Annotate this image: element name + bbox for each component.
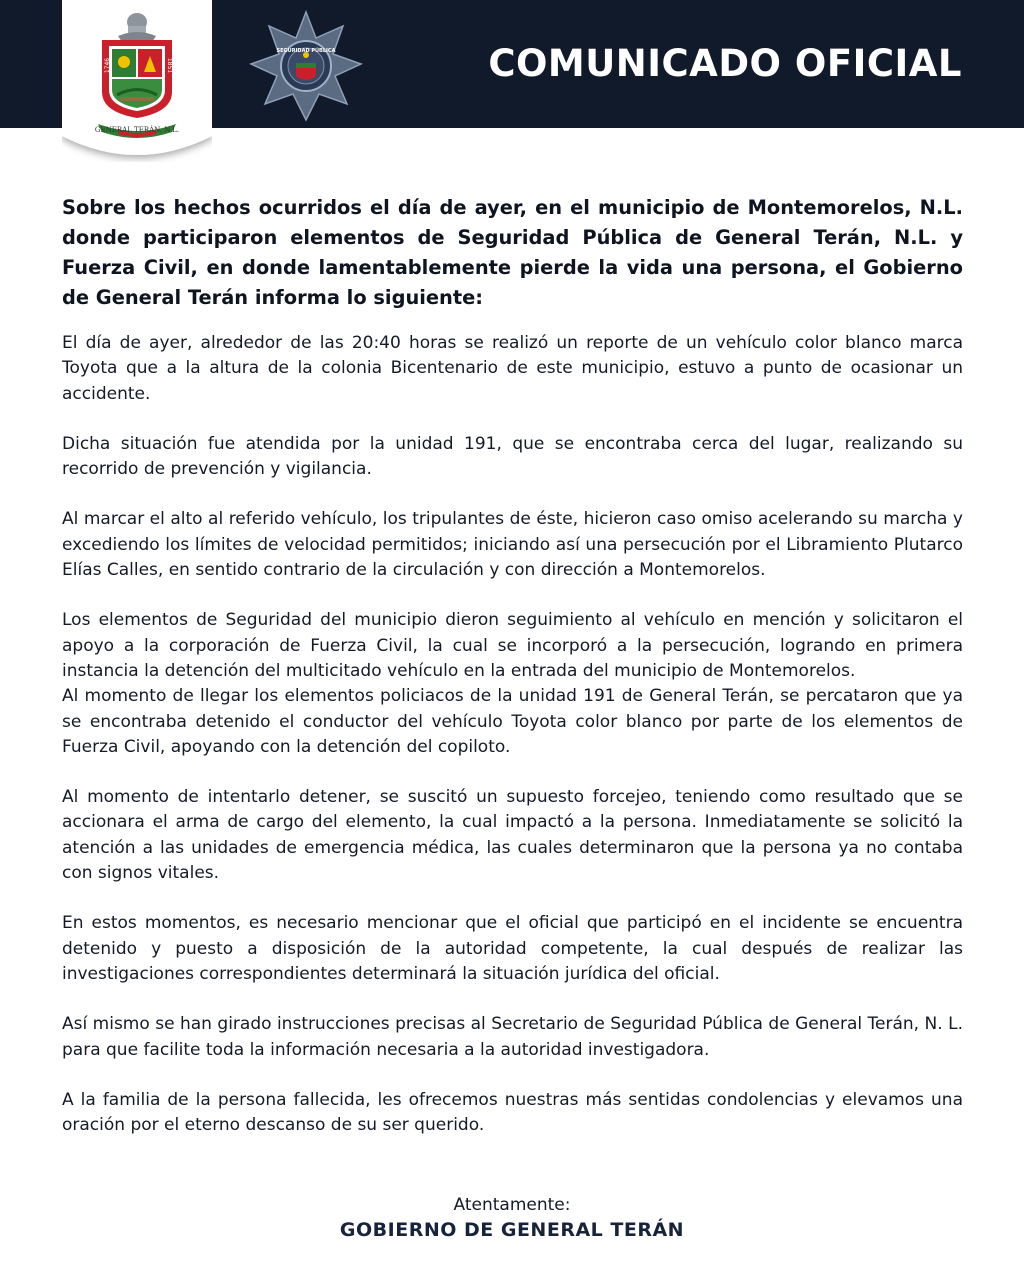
body-paragraph: Al momento de llegar los elementos policiacos de la unidad 191 de General Terán, se percataron que ya se encontraba detenido el conductor del vehículo Toyota color blanco por parte de los elementos de Fuerza Civil, apoyando con la detención del copiloto.: [62, 686, 963, 757]
shield-year-right: 1851: [166, 57, 174, 74]
shield-year-left: 1746: [104, 57, 112, 74]
lead-paragraph: Sobre los hechos ocurridos el día de ayer, en el municipio de Montemorelos, N.L. donde participaron elementos de Seguridad Pública de General Terán, N.L. y Fuerza Civil, en donde lamentablemente pierde la vida una persona, el Gobierno de General Terán informa lo siguiente:: [62, 196, 963, 309]
closing-salutation: Atentamente:: [453, 1195, 571, 1215]
page-title: COMUNICADO OFICIAL: [488, 42, 962, 85]
body-paragraph: A la familia de la persona fallecida, les ofrecemos nuestras más sentidas condolencias y elevamos una oración por el eterno descanso de su ser querido.: [62, 1089, 963, 1136]
body-paragraph: Así mismo se han girado instrucciones precisas al Secretario de Seguridad Pública de General Terán, N. L. para que facilite toda la información necesaria a la autoridad investigadora.: [62, 1014, 963, 1060]
body-paragraph: El día de ayer, alrededor de las 20:40 horas se realizó un reporte de un vehículo color blanco marca Toyota que a la altura de la colonia Bicentenario de este municipio, estuvo a punto de ocasionar un accidente.: [62, 333, 963, 404]
body-paragraph: Los elementos de Seguridad del municipio dieron seguimiento al vehículo en mención y solicitaron el apoyo a la corporación de Fuerza Civil, la cual se incorporó a la persecución, logrando en primera instancia la detención del multicitado vehículo en la entrada del municipio de Montemorelos.: [62, 610, 963, 681]
municipal-coat-of-arms-logo: [62, 0, 212, 162]
star-caption: SEGURIDAD PÚBLICA: [276, 48, 336, 54]
body-paragraph: Al momento de intentarlo detener, se suscitó un supuesto forcejeo, teniendo como resultado que se accionara el arma de cargo del elemento, la cual impactó a la persona. Inmediatamente se solicitó la atención a las unidades de emergencia médica, las cuales determinaron que la persona ya no contaba con signos vitales.: [62, 787, 963, 884]
body-paragraph: Al marcar el alto al referido vehículo, los tripulantes de éste, hicieron caso omiso acelerando su marcha y excediendo los límites de velocidad permitidos; iniciando así una persecución por el Libramiento Plutarco Elías Calles, en sentido contrario de la circulación y con dirección a Montemorelos.: [62, 509, 963, 581]
closing-block: [0, 1193, 1024, 1243]
shield-caption: GENERAL TERÁN, N.L.: [94, 126, 180, 134]
communique-body: [62, 193, 963, 1163]
police-star-badge-logo: [249, 10, 363, 122]
closing-signature: GOBIERNO DE GENERAL TERÁN: [339, 1219, 685, 1241]
body-paragraph: En estos momentos, es necesario mencionar que el oficial que participó en el incidente se encuentra detenido y puesto a disposición de la autoridad competente, la cual después de realizar las investigaciones correspondientes determinará la situación jurídica del oficial.: [62, 913, 963, 984]
body-paragraph: Dicha situación fue atendida por la unidad 191, que se encontraba cerca del lugar, realizando su recorrido de prevención y vigilancia.: [62, 433, 963, 480]
